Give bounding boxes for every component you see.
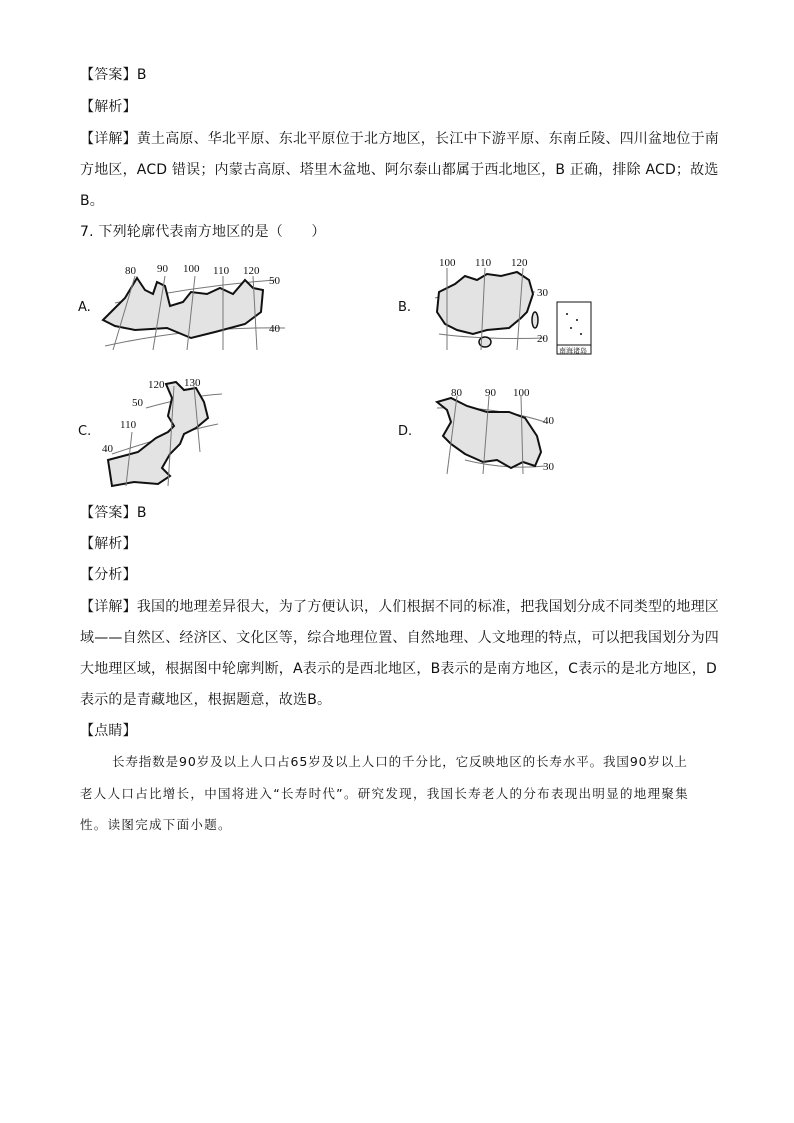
map-b-inset-islet: [566, 313, 568, 315]
detail-text: 我国的地理差异很大，为了方便认识，人们根据不同的标准，把我国划分成不同类型的地理区: [136, 599, 720, 615]
map-a-northwest: [95, 258, 295, 358]
map-b-lon-110: 110: [475, 257, 492, 269]
answer-line-1: [80, 64, 147, 84]
map-a-lat-50: 50: [269, 275, 280, 287]
option-d-label: D.: [398, 424, 413, 439]
map-d-lat-40: 40: [543, 415, 554, 427]
detail-tag: 【详解】: [80, 131, 137, 147]
map-c-lat-50: 50: [132, 397, 143, 409]
map-a-lon-110: 110: [213, 265, 230, 277]
option-c-label: C.: [78, 424, 92, 439]
passage-line-3: 性。读图完成下面小题。: [80, 817, 232, 832]
answer-tag: 【答案】: [80, 67, 137, 83]
map-b-inset-islet: [570, 327, 572, 329]
map-b-south: [425, 254, 595, 360]
map-c-lon-120: 120: [148, 379, 165, 391]
question-7: 7. 下列轮廓代表南方地区的是（ ）: [80, 224, 326, 240]
passage-line-2: 老人人口占比增长，中国将进入“长寿时代”。研究发现，我国长寿老人的分布表现出明显的地理聚集: [80, 786, 689, 801]
map-b-taiwan-island: [532, 312, 538, 328]
map-c-lat-40: 40: [102, 443, 113, 455]
map-b-inset-caption: 南海诸岛: [559, 347, 587, 355]
map-d-lon-100: 100: [513, 387, 530, 399]
map-b-lat-30: 30: [537, 287, 548, 299]
map-d-lat-30: 30: [543, 461, 554, 473]
map-b-lon-100: 100: [439, 257, 456, 269]
detail-text: 黄土高原、华北平原、东北平原位于北方地区，长江中下游平原、东南丘陵、四川盆地位于南: [136, 131, 720, 147]
answer-value: B: [136, 67, 147, 83]
map-c-lon-130: 130: [184, 377, 201, 389]
map-d-lon-90: 90: [485, 387, 496, 399]
answer-value: B: [136, 505, 147, 521]
map-c-lon-110: 110: [120, 419, 137, 431]
map-b-latline-20: [439, 334, 545, 339]
detail-line-3: B。: [80, 193, 105, 209]
map-a-lon-120: 120: [243, 265, 260, 277]
passage-line-1: 长寿指数是90岁及以上人口占65岁及以上人口的千分比，它反映地区的长寿水平。我国90岁以上: [112, 754, 688, 769]
map-a-lon-100: 100: [183, 263, 200, 275]
detail-tag: 【详解】: [80, 599, 137, 615]
map-b-inset-islet: [576, 319, 578, 321]
map-d-qinghai-tibet: [425, 382, 565, 482]
detail2-line-2: 域——自然区、经济区、文化区等，综合地理位置、自然地理、人文地理的特点，可以把我国划分为四: [80, 630, 719, 646]
map-b-inset-islet: [580, 333, 582, 335]
detail2-line-4: 表示的是青藏地区，根据题意，故选B。: [80, 692, 332, 708]
detail2-line-3: 大地理区域，根据图中轮廓判断，A表示的是西北地区，B表示的是南方地区，C表示的是北方地区，D: [80, 661, 717, 677]
analysis-tag-2: 【解析】: [80, 536, 137, 552]
answer-tag: 【答案】: [80, 505, 137, 521]
map-a-lon-90: 90: [157, 263, 168, 275]
map-c-north: [98, 372, 228, 490]
map-a-lon-80: 80: [125, 265, 136, 277]
answer-line-2: [80, 502, 147, 522]
detail-line-1: [80, 128, 719, 148]
option-a-label: A.: [78, 300, 91, 315]
dianjing-tag: 【点睛】: [80, 723, 137, 739]
map-c-region-shape: [108, 382, 208, 486]
map-b-lon-120: 120: [511, 257, 528, 269]
detail-line-2: 方地区，ACD 错误；内蒙古高原、塔里木盆地、阿尔泰山都属于西北地区，B 正确，排除 ACD；故选: [80, 162, 719, 178]
fenxi-tag: 【分析】: [80, 567, 137, 583]
map-d-lon-80: 80: [451, 387, 462, 399]
option-b-label: B.: [398, 300, 412, 315]
analysis-tag-1: 【解析】: [80, 99, 137, 115]
map-a-lat-40: 40: [269, 323, 280, 335]
map-a-region-shape: [103, 278, 263, 338]
detail2-line-1: [80, 596, 719, 616]
map-b-lat-20: 20: [537, 333, 548, 345]
